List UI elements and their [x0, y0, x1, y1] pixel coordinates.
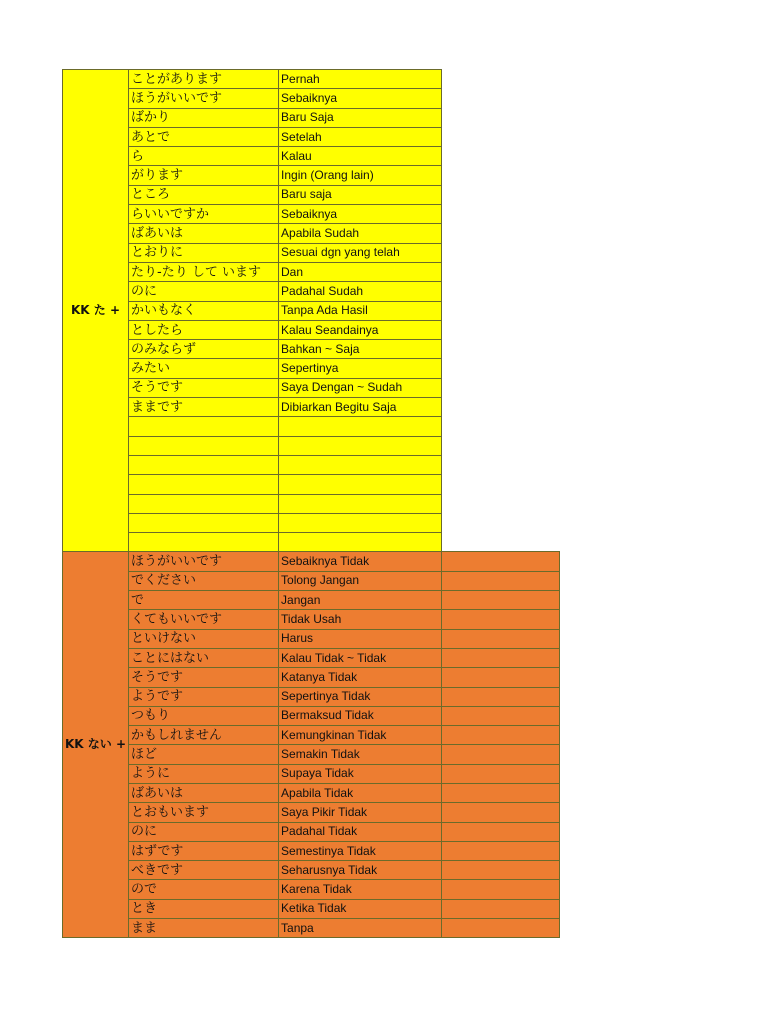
blank-cell[interactable] [442, 89, 560, 108]
meaning-cell[interactable]: Padahal Sudah [279, 282, 442, 301]
japanese-cell[interactable] [129, 475, 279, 494]
table-row [63, 340, 560, 359]
blank-cell[interactable] [442, 166, 560, 185]
blank-cell[interactable] [442, 899, 560, 918]
table-row [63, 726, 560, 745]
blank-cell[interactable] [442, 745, 560, 764]
table-row [63, 899, 560, 918]
table-row [63, 571, 560, 590]
blank-cell[interactable] [442, 70, 560, 89]
blank-cell[interactable] [442, 475, 560, 494]
table-row [63, 513, 560, 532]
meaning-cell[interactable]: Baru Saja [279, 108, 442, 127]
japanese-cell[interactable]: くてもいいです [129, 610, 279, 629]
blank-cell[interactable] [442, 764, 560, 783]
meaning-cell[interactable]: Ketika Tidak [279, 899, 442, 918]
japanese-cell[interactable]: ばかり [129, 108, 279, 127]
meaning-cell[interactable]: Sebaiknya [279, 89, 442, 108]
meaning-cell[interactable]: Jangan [279, 591, 442, 610]
blank-cell[interactable] [442, 378, 560, 397]
table-row [63, 320, 560, 339]
grammar-table [62, 69, 560, 938]
meaning-cell[interactable]: Harus [279, 629, 442, 648]
blank-cell[interactable] [442, 861, 560, 880]
blank-cell[interactable] [442, 436, 560, 455]
blank-cell[interactable] [442, 648, 560, 667]
meaning-cell[interactable]: Katanya Tidak [279, 668, 442, 687]
blank-cell[interactable] [442, 262, 560, 281]
table-row [63, 282, 560, 301]
japanese-cell[interactable]: ようです [129, 687, 279, 706]
japanese-cell[interactable]: べきです [129, 861, 279, 880]
meaning-cell[interactable]: Padahal Tidak [279, 822, 442, 841]
blank-cell[interactable] [442, 108, 560, 127]
meaning-cell[interactable]: Bahkan ~ Saja [279, 340, 442, 359]
spreadsheet [62, 69, 560, 938]
blank-cell[interactable] [442, 359, 560, 378]
table-row [63, 803, 560, 822]
japanese-cell[interactable]: としたら [129, 320, 279, 339]
meaning-cell[interactable] [279, 494, 442, 513]
table-row [63, 89, 560, 108]
meaning-cell[interactable]: Sepertinya Tidak [279, 687, 442, 706]
table-row [63, 764, 560, 783]
japanese-cell[interactable]: ままです [129, 398, 279, 417]
table-row [63, 224, 560, 243]
japanese-cell[interactable]: とおもいます [129, 803, 279, 822]
blank-cell[interactable] [442, 417, 560, 436]
japanese-cell[interactable]: そうです [129, 378, 279, 397]
blank-cell[interactable] [442, 610, 560, 629]
japanese-cell[interactable]: ところ [129, 185, 279, 204]
table-row [63, 822, 560, 841]
meaning-cell[interactable]: Ingin (Orang lain) [279, 166, 442, 185]
meaning-cell[interactable]: Bermaksud Tidak [279, 706, 442, 725]
japanese-cell[interactable]: そうです [129, 668, 279, 687]
meaning-cell[interactable]: Dibiarkan Begitu Saja [279, 398, 442, 417]
japanese-cell[interactable]: ほど [129, 745, 279, 764]
table-row [63, 262, 560, 281]
japanese-cell[interactable]: かいもなく [129, 301, 279, 320]
table-row [63, 147, 560, 166]
table-row [63, 745, 560, 764]
table-row [63, 880, 560, 899]
blank-cell[interactable] [442, 880, 560, 899]
japanese-cell[interactable]: でください [129, 571, 279, 590]
japanese-cell[interactable]: あとで [129, 127, 279, 146]
meaning-cell[interactable]: Semakin Tidak [279, 745, 442, 764]
table-row [63, 919, 560, 938]
table-row [63, 243, 560, 262]
japanese-cell[interactable]: のに [129, 282, 279, 301]
table-row [63, 108, 560, 127]
japanese-cell[interactable]: ことがあります [129, 70, 279, 89]
meaning-cell[interactable]: Sepertinya [279, 359, 442, 378]
table-row [63, 185, 560, 204]
meaning-cell[interactable] [279, 533, 442, 552]
blank-cell[interactable] [442, 398, 560, 417]
japanese-cell[interactable]: がります [129, 166, 279, 185]
blank-cell[interactable] [442, 803, 560, 822]
meaning-cell[interactable] [279, 455, 442, 474]
japanese-cell[interactable]: らいいですか [129, 205, 279, 224]
blank-cell[interactable] [442, 687, 560, 706]
blank-cell[interactable] [442, 552, 560, 571]
meaning-cell[interactable]: Seharusnya Tidak [279, 861, 442, 880]
blank-cell[interactable] [442, 706, 560, 725]
blank-cell[interactable] [442, 494, 560, 513]
table-row [63, 861, 560, 880]
meaning-cell[interactable]: Saya Pikir Tidak [279, 803, 442, 822]
japanese-cell[interactable] [129, 494, 279, 513]
meaning-cell[interactable] [279, 513, 442, 532]
blank-cell[interactable] [442, 726, 560, 745]
table-row [63, 591, 560, 610]
blank-cell[interactable] [442, 224, 560, 243]
table-row [63, 301, 560, 320]
meaning-cell[interactable]: Apabila Sudah [279, 224, 442, 243]
meaning-cell[interactable]: Sebaiknya [279, 205, 442, 224]
table-row [63, 359, 560, 378]
meaning-cell[interactable]: Tolong Jangan [279, 571, 442, 590]
meaning-cell[interactable]: Sebaiknya Tidak [279, 552, 442, 571]
table-row [63, 455, 560, 474]
japanese-cell[interactable]: といけない [129, 629, 279, 648]
table-row [63, 668, 560, 687]
table-row [63, 533, 560, 552]
japanese-cell[interactable]: かもしれません [129, 726, 279, 745]
table-row [63, 436, 560, 455]
japanese-cell[interactable]: みたい [129, 359, 279, 378]
japanese-cell[interactable]: とき [129, 899, 279, 918]
blank-cell[interactable] [442, 455, 560, 474]
table-row [63, 127, 560, 146]
blank-cell[interactable] [442, 147, 560, 166]
japanese-cell[interactable] [129, 417, 279, 436]
meaning-cell[interactable]: Kalau Tidak ~ Tidak [279, 648, 442, 667]
meaning-cell[interactable]: Kemungkinan Tidak [279, 726, 442, 745]
japanese-cell[interactable] [129, 455, 279, 474]
japanese-cell[interactable]: ばあいは [129, 224, 279, 243]
table-row [63, 552, 560, 571]
table-row [63, 648, 560, 667]
japanese-cell[interactable]: ら [129, 147, 279, 166]
japanese-cell[interactable] [129, 533, 279, 552]
japanese-cell[interactable]: つもり [129, 706, 279, 725]
meaning-cell[interactable]: Tidak Usah [279, 610, 442, 629]
japanese-cell[interactable]: のみならず [129, 340, 279, 359]
blank-cell[interactable] [442, 185, 560, 204]
meaning-cell[interactable] [279, 417, 442, 436]
table-row [63, 70, 560, 89]
blank-cell[interactable] [442, 822, 560, 841]
meaning-cell[interactable]: Setelah [279, 127, 442, 146]
table-row [63, 166, 560, 185]
table-row [63, 841, 560, 860]
table-row [63, 205, 560, 224]
table-row [63, 783, 560, 802]
japanese-cell[interactable]: ばあいは [129, 783, 279, 802]
blank-cell[interactable] [442, 243, 560, 262]
blank-cell[interactable] [442, 513, 560, 532]
japanese-cell[interactable]: はずです [129, 841, 279, 860]
blank-cell[interactable] [442, 668, 560, 687]
group-label[interactable]: KK ない + [63, 552, 129, 938]
table-row [63, 687, 560, 706]
japanese-cell[interactable]: ほうがいいです [129, 89, 279, 108]
meaning-cell[interactable]: Supaya Tidak [279, 764, 442, 783]
japanese-cell[interactable]: たり-たり して います [129, 262, 279, 281]
japanese-cell[interactable]: ので [129, 880, 279, 899]
blank-cell[interactable] [442, 320, 560, 339]
japanese-cell[interactable]: まま [129, 919, 279, 938]
table-row [63, 475, 560, 494]
table-row [63, 629, 560, 648]
blank-cell[interactable] [442, 919, 560, 938]
meaning-cell[interactable]: Kalau [279, 147, 442, 166]
japanese-cell[interactable] [129, 436, 279, 455]
meaning-cell[interactable]: Saya Dengan ~ Sudah [279, 378, 442, 397]
blank-cell[interactable] [442, 841, 560, 860]
blank-cell[interactable] [442, 301, 560, 320]
japanese-cell[interactable] [129, 513, 279, 532]
meaning-cell[interactable]: Dan [279, 262, 442, 281]
table-row [63, 398, 560, 417]
japanese-cell[interactable]: とおりに [129, 243, 279, 262]
meaning-cell[interactable]: Semestinya Tidak [279, 841, 442, 860]
blank-cell[interactable] [442, 340, 560, 359]
table-row [63, 378, 560, 397]
meaning-cell[interactable]: Karena Tidak [279, 880, 442, 899]
table-row [63, 610, 560, 629]
meaning-cell[interactable] [279, 436, 442, 455]
meaning-cell[interactable] [279, 475, 442, 494]
meaning-cell[interactable]: Tanpa [279, 919, 442, 938]
blank-cell[interactable] [442, 783, 560, 802]
table-row [63, 417, 560, 436]
meaning-cell[interactable]: Sesuai dgn yang telah [279, 243, 442, 262]
japanese-cell[interactable]: ことにはない [129, 648, 279, 667]
meaning-cell[interactable]: Tanpa Ada Hasil [279, 301, 442, 320]
table-row [63, 706, 560, 725]
japanese-cell[interactable]: ように [129, 764, 279, 783]
blank-cell[interactable] [442, 629, 560, 648]
blank-cell[interactable] [442, 591, 560, 610]
japanese-cell[interactable]: ほうがいいです [129, 552, 279, 571]
blank-cell[interactable] [442, 205, 560, 224]
meaning-cell[interactable]: Kalau Seandainya [279, 320, 442, 339]
blank-cell[interactable] [442, 571, 560, 590]
blank-cell[interactable] [442, 127, 560, 146]
japanese-cell[interactable]: で [129, 591, 279, 610]
meaning-cell[interactable]: Apabila Tidak [279, 783, 442, 802]
table-row [63, 494, 560, 513]
meaning-cell[interactable]: Pernah [279, 70, 442, 89]
group-label[interactable]: KK た + [63, 70, 129, 552]
blank-cell[interactable] [442, 282, 560, 301]
japanese-cell[interactable]: のに [129, 822, 279, 841]
meaning-cell[interactable]: Baru saja [279, 185, 442, 204]
blank-cell[interactable] [442, 533, 560, 552]
